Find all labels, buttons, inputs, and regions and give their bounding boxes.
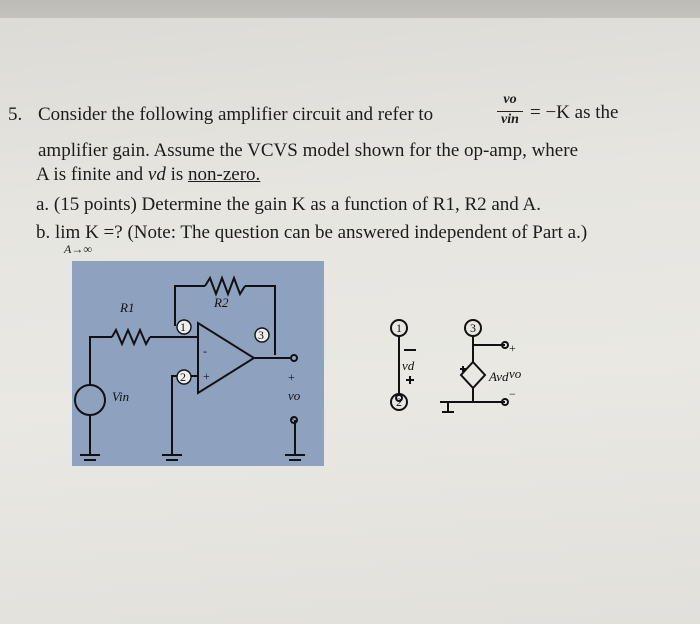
model-node3-label: 3 — [470, 321, 476, 335]
model-source-label: Avd — [489, 369, 509, 384]
vin-source-circle — [75, 385, 105, 415]
opamp-minus-label: - — [203, 344, 207, 358]
model-vo-label: vo — [509, 366, 522, 381]
vo-label: vo — [288, 388, 301, 403]
r2-resistor — [205, 278, 245, 294]
input-wire — [90, 337, 112, 385]
r1-label: R1 — [120, 300, 135, 315]
node2-label: 2 — [180, 370, 186, 384]
model-node1-label: 1 — [396, 321, 402, 335]
problem-line-1-end: = −K as the — [530, 102, 619, 123]
fraction-denominator: vin — [501, 112, 519, 127]
model-plus-label: + — [509, 341, 516, 355]
r1-resistor — [112, 330, 150, 344]
fraction-numerator: vo — [503, 92, 517, 107]
noninverting-ground-wire — [172, 376, 198, 455]
node1-label: 1 — [180, 320, 186, 334]
feedback-right-wire — [245, 286, 275, 355]
model-node2-label: 2 — [396, 395, 402, 409]
vin-label: Vin — [112, 389, 130, 404]
node3-label: 3 — [258, 328, 264, 342]
opamp-plus-label: + — [203, 369, 210, 383]
vo-minus-label: - — [290, 411, 294, 425]
problem-line-1: Consider the following amplifier circuit and refer to — [38, 104, 434, 125]
problem-number: 5. — [8, 104, 23, 125]
model-vd-label: vd — [402, 358, 415, 373]
vd-symbol: vd — [147, 164, 166, 185]
r2-label: R2 — [214, 295, 229, 310]
problem-line-2: amplifier gain. Assume the VCVS model shown for the op-amp, where — [38, 140, 578, 161]
part-a: a. (15 points) Determine the gain K as a function of R1, R2 and A. — [36, 194, 541, 215]
limit-subscript: A→∞ — [64, 242, 92, 256]
model-minus-label: − — [509, 387, 516, 401]
part-b: b. lim K =? (Note: The question can be answered independent of Part a.) — [36, 222, 588, 243]
non-zero-underlined: non-zero. — [188, 164, 261, 185]
dependent-source-diamond — [461, 362, 485, 388]
line-3-is: is — [170, 164, 184, 185]
vo-plus-label: + — [288, 370, 295, 384]
line-3-start: A is finite and — [36, 164, 144, 185]
